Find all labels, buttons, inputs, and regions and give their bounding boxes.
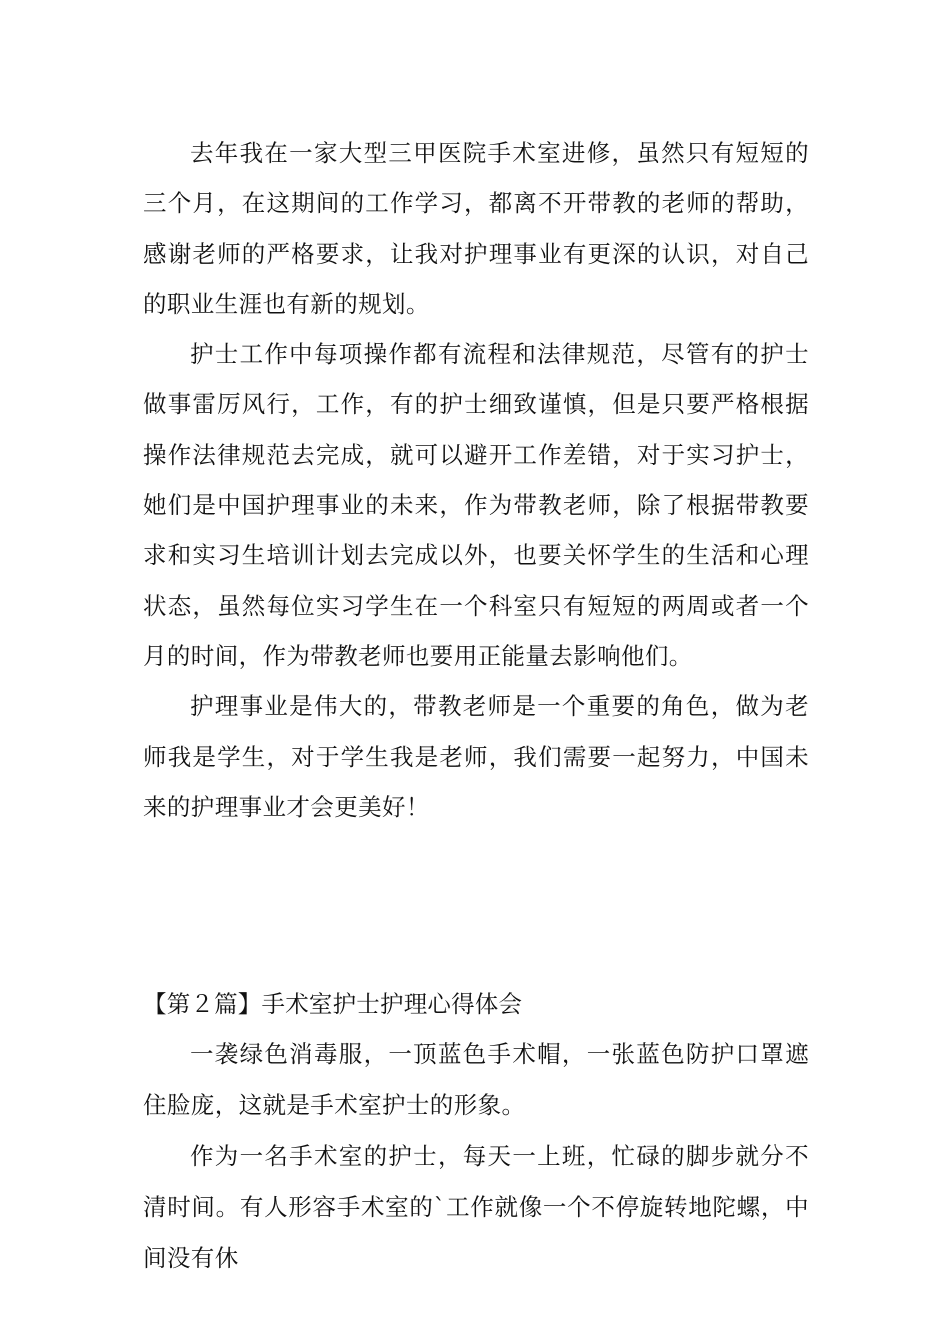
paragraph: 护理事业是伟大的，带教老师是一个重要的角色，做为老师我是学生，对于学生我是老师，我们需要一起努力，中国未来的护理事业才会更美好！ (143, 692, 809, 821)
document-body-part2 (143, 1029, 809, 1284)
paragraph: 作为一名手术室的护士，每天一上班，忙碌的脚步就分不清时间。有人形容手术室的`工作就像一个不停旋转地陀螺，中间没有休 (143, 1142, 809, 1272)
paragraph: 护士工作中每项操作都有流程和法律规范，尽管有的护士做事雷厉风行，工作，有的护士细致谨慎，但是只要严格根据操作法律规范去完成，就可以避开工作差错，对于实习护士，她们是中国护理事业的未来，作为带教老师，除了根据带教要求和实习生培训计划去完成以外，也要关怀学生的生活和心理状态，虽然每位实习学生在一个科室只有短短的两周或者一个月的时间，作为带教老师也要用正能量去影响他们。 (143, 340, 809, 670)
document-body-part1 (143, 128, 809, 832)
paragraph: 一袭绿色消毒服，一顶蓝色手术帽，一张蓝色防护口罩遮住脸庞，这就是手术室护士的形象。 (143, 1040, 809, 1119)
section-title: 【第２篇】手术室护士护理心得体会 (143, 990, 523, 1018)
paragraph: 去年我在一家大型三甲医院手术室进修，虽然只有短短的三个月，在这期间的工作学习，都离不开带教的老师的帮助，感谢老师的严格要求，让我对护理事业有更深的认识，对自己的职业生涯也有新的规划。 (143, 139, 809, 318)
